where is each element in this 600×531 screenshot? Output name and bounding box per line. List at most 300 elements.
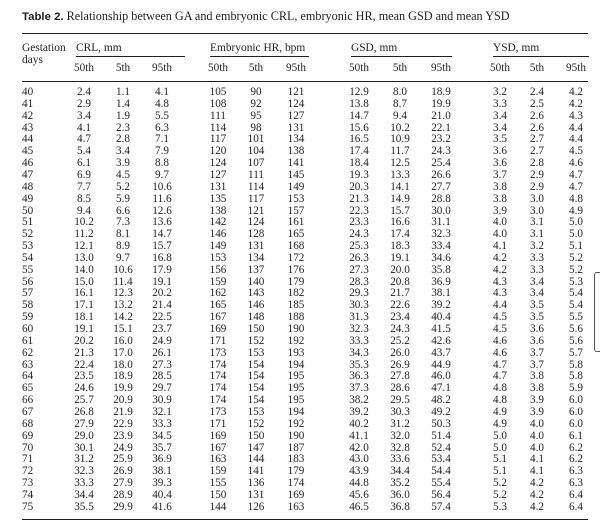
table-cell: 14.7 bbox=[152, 228, 172, 240]
table-cell: 185 bbox=[287, 299, 305, 311]
table-cell: 4.2 bbox=[569, 86, 583, 98]
table-cell: 153 bbox=[209, 252, 227, 264]
table-cell: 121 bbox=[247, 205, 265, 217]
percentile-header: 5th bbox=[248, 62, 264, 74]
table-caption bbox=[22, 9, 510, 24]
table-cell: 16.1 bbox=[74, 287, 94, 299]
table-cell: 57.4 bbox=[431, 501, 451, 513]
table-cell: 27.7 bbox=[431, 181, 451, 193]
table-cell: 47.1 bbox=[431, 382, 451, 394]
table-cell: 5.3 bbox=[493, 501, 507, 513]
table-cell: 108 bbox=[209, 98, 227, 110]
table-cell: 10.2 bbox=[74, 216, 94, 228]
gestation-day-cell: 45 bbox=[22, 145, 34, 157]
table-cell: 182 bbox=[287, 287, 305, 299]
gestation-day-cell: 47 bbox=[22, 169, 34, 181]
table-cell: 2.6 bbox=[530, 110, 544, 122]
table-cell: 3.4 bbox=[77, 110, 91, 122]
table-cell: 193 bbox=[287, 347, 305, 359]
table-cell: 25.3 bbox=[349, 240, 369, 252]
table-cell: 18.1 bbox=[74, 311, 94, 323]
table-cell: 3.9 bbox=[530, 394, 544, 406]
table-cell: 22.9 bbox=[113, 418, 133, 430]
table-cell: 17.1 bbox=[74, 299, 94, 311]
percentile-header: 95th bbox=[431, 62, 451, 74]
table-cell: 7.7 bbox=[77, 181, 91, 193]
table-cell: 42.6 bbox=[431, 335, 451, 347]
table-cell: 4.2 bbox=[493, 252, 507, 264]
table-cell: 14.0 bbox=[74, 264, 94, 276]
table-cell: 5.9 bbox=[116, 193, 130, 205]
table-cell: 141 bbox=[287, 157, 305, 169]
table-cell: 14.2 bbox=[113, 311, 133, 323]
table-cell: 3.7 bbox=[493, 169, 507, 181]
table-cell: 3.8 bbox=[493, 193, 507, 205]
table-cell: 3.1 bbox=[530, 216, 544, 228]
table-cell: 21.0 bbox=[431, 110, 451, 122]
table-cell: 20.0 bbox=[390, 264, 410, 276]
table-cell: 3.5 bbox=[530, 311, 544, 323]
table-cell: 21.4 bbox=[152, 299, 172, 311]
table-cell: 6.1 bbox=[77, 157, 91, 169]
table-cell: 4.5 bbox=[493, 323, 507, 335]
table-cell: 4.8 bbox=[493, 394, 507, 406]
table-cell: 163 bbox=[209, 453, 227, 465]
table-cell: 6.2 bbox=[569, 442, 583, 454]
gestation-day-cell: 71 bbox=[22, 453, 34, 465]
table-cell: 46.0 bbox=[431, 370, 451, 382]
table-cell: 148 bbox=[247, 311, 265, 323]
gestation-day-cell: 50 bbox=[22, 205, 34, 217]
gestation-header bbox=[22, 42, 66, 66]
table-cell: 21.7 bbox=[390, 287, 410, 299]
table-cell: 38.2 bbox=[349, 394, 369, 406]
table-cell: 1.9 bbox=[116, 110, 130, 122]
table-cell: 13.3 bbox=[390, 169, 410, 181]
table-cell: 4.7 bbox=[569, 181, 583, 193]
table-cell: 183 bbox=[287, 453, 305, 465]
table-cell: 154 bbox=[247, 382, 265, 394]
table-cell: 2.3 bbox=[116, 122, 130, 134]
percentile-header: 5th bbox=[392, 62, 408, 74]
table-cell: 32.3 bbox=[74, 465, 94, 477]
table-cell: 10.6 bbox=[152, 181, 172, 193]
table-cell: 3.3 bbox=[530, 264, 544, 276]
table-cell: 55.4 bbox=[431, 477, 451, 489]
table-cell: 4.9 bbox=[493, 418, 507, 430]
table-cell: 174 bbox=[209, 359, 227, 371]
table-cell: 4.7 bbox=[569, 169, 583, 181]
table-cell: 9.7 bbox=[155, 169, 169, 181]
bottom-rule bbox=[22, 519, 588, 520]
gestation-day-cell: 48 bbox=[22, 181, 34, 193]
table-cell: 6.9 bbox=[77, 169, 91, 181]
table-cell: 2.4 bbox=[530, 86, 544, 98]
percentile-header: 50th bbox=[490, 62, 510, 74]
table-cell: 5.6 bbox=[569, 323, 583, 335]
table-cell: 35.3 bbox=[349, 359, 369, 371]
table-cell: 95 bbox=[250, 110, 262, 122]
table-cell: 9.4 bbox=[77, 205, 91, 217]
table-cell: 17.9 bbox=[152, 264, 172, 276]
table-cell: 30.9 bbox=[152, 394, 172, 406]
table-cell: 6.0 bbox=[569, 406, 583, 418]
table-cell: 38.1 bbox=[152, 465, 172, 477]
table-cell: 168 bbox=[287, 240, 305, 252]
table-cell: 19.1 bbox=[152, 276, 172, 288]
group-underline bbox=[76, 56, 185, 57]
gestation-day-cell: 58 bbox=[22, 299, 34, 311]
table-cell: 5.8 bbox=[569, 359, 583, 371]
table-cell: 167 bbox=[209, 311, 227, 323]
table-cell: 46.5 bbox=[349, 501, 369, 513]
table-cell: 18.3 bbox=[390, 240, 410, 252]
table-cell: 167 bbox=[209, 442, 227, 454]
table-cell: 23.2 bbox=[431, 133, 451, 145]
table-cell: 4.2 bbox=[493, 264, 507, 276]
table-cell: 27.8 bbox=[390, 370, 410, 382]
table-cell: 3.8 bbox=[530, 382, 544, 394]
percentile-header: 95th bbox=[566, 62, 586, 74]
table-cell: 34.5 bbox=[152, 430, 172, 442]
gestation-day-cell: 46 bbox=[22, 157, 34, 169]
table-cell: 14.9 bbox=[390, 193, 410, 205]
table-cell: 34.6 bbox=[431, 252, 451, 264]
table-cell: 2.8 bbox=[530, 157, 544, 169]
table-cell: 25.9 bbox=[113, 453, 133, 465]
table-cell: 25.7 bbox=[74, 394, 94, 406]
table-cell: 3.6 bbox=[530, 335, 544, 347]
table-cell: 5.1 bbox=[493, 453, 507, 465]
table-cell: 165 bbox=[287, 228, 305, 240]
table-cell: 152 bbox=[247, 418, 265, 430]
table-cell: 17.0 bbox=[113, 347, 133, 359]
table-cell: 25.4 bbox=[431, 157, 451, 169]
table-cell: 131 bbox=[247, 489, 265, 501]
table-cell: 138 bbox=[209, 205, 227, 217]
side-panel-tab[interactable] bbox=[594, 272, 600, 352]
table-cell: 26.0 bbox=[390, 347, 410, 359]
table-cell: 29.5 bbox=[390, 394, 410, 406]
table-cell: 2.4 bbox=[77, 86, 91, 98]
table-cell: 9.7 bbox=[116, 252, 130, 264]
table-cell: 1.1 bbox=[116, 86, 130, 98]
table-cell: 3.8 bbox=[530, 370, 544, 382]
table-cell: 131 bbox=[209, 181, 227, 193]
table-cell: 7.3 bbox=[116, 216, 130, 228]
table-cell: 23.4 bbox=[390, 311, 410, 323]
table-cell: 42.0 bbox=[349, 442, 369, 454]
gestation-day-cell: 49 bbox=[22, 193, 34, 205]
caption-text: Relationship between GA and embryonic CRL, embryonic HR, mean GSD and mean YSD bbox=[63, 9, 510, 23]
group-header: CRL, mm bbox=[76, 42, 122, 54]
gestation-day-cell: 57 bbox=[22, 287, 34, 299]
table-cell: 4.6 bbox=[569, 157, 583, 169]
table-cell: 140 bbox=[247, 276, 265, 288]
table-cell: 3.8 bbox=[493, 181, 507, 193]
table-cell: 154 bbox=[247, 370, 265, 382]
table-cell: 142 bbox=[209, 216, 227, 228]
table-cell: 17.4 bbox=[349, 145, 369, 157]
table-cell: 11.2 bbox=[74, 228, 94, 240]
table-cell: 156 bbox=[209, 264, 227, 276]
table-cell: 34.4 bbox=[74, 489, 94, 501]
table-cell: 6.0 bbox=[569, 418, 583, 430]
table-cell: 20.2 bbox=[74, 335, 94, 347]
table-cell: 190 bbox=[287, 430, 305, 442]
table-cell: 107 bbox=[247, 157, 265, 169]
gestation-day-cell: 42 bbox=[22, 110, 34, 122]
table-cell: 13.6 bbox=[152, 216, 172, 228]
table-cell: 16.6 bbox=[390, 216, 410, 228]
table-cell: 111 bbox=[210, 110, 226, 122]
table-cell: 154 bbox=[247, 394, 265, 406]
table-cell: 4.3 bbox=[569, 110, 583, 122]
table-cell: 124 bbox=[209, 157, 227, 169]
group-underline bbox=[351, 56, 452, 57]
table-cell: 23.5 bbox=[74, 370, 94, 382]
table-cell: 19.9 bbox=[113, 382, 133, 394]
gestation-day-cell: 40 bbox=[22, 86, 34, 98]
gestation-day-cell: 44 bbox=[22, 133, 34, 145]
table-cell: 162 bbox=[209, 287, 227, 299]
table-cell: 8.9 bbox=[116, 240, 130, 252]
table-cell: 4.2 bbox=[530, 477, 544, 489]
table-cell: 4.2 bbox=[569, 98, 583, 110]
table-cell: 3.3 bbox=[493, 98, 507, 110]
table-cell: 141 bbox=[247, 465, 265, 477]
table-cell: 31.2 bbox=[390, 418, 410, 430]
table-cell: 5.2 bbox=[569, 264, 583, 276]
table-cell: 4.8 bbox=[155, 98, 169, 110]
table-cell: 35.8 bbox=[431, 264, 451, 276]
table-cell: 3.7 bbox=[530, 359, 544, 371]
table-cell: 26.9 bbox=[113, 465, 133, 477]
table-cell: 135 bbox=[209, 193, 227, 205]
table-cell: 157 bbox=[287, 205, 305, 217]
table-cell: 32.1 bbox=[152, 406, 172, 418]
table-cell: 4.4 bbox=[569, 122, 583, 134]
table-cell: 6.3 bbox=[569, 477, 583, 489]
table-cell: 114 bbox=[247, 181, 265, 193]
table-cell: 36.9 bbox=[152, 453, 172, 465]
table-cell: 195 bbox=[287, 370, 305, 382]
table-cell: 16.8 bbox=[152, 252, 172, 264]
table-cell: 4.0 bbox=[530, 418, 544, 430]
table-cell: 152 bbox=[247, 335, 265, 347]
table-cell: 137 bbox=[247, 264, 265, 276]
table-cell: 2.9 bbox=[77, 98, 91, 110]
table-cell: 5.0 bbox=[569, 228, 583, 240]
gestation-day-cell: 69 bbox=[22, 430, 34, 442]
gestation-day-cell: 60 bbox=[22, 323, 34, 335]
table-cell: 153 bbox=[247, 347, 265, 359]
table-cell: 25.2 bbox=[390, 335, 410, 347]
table-cell: 32.3 bbox=[349, 323, 369, 335]
table-cell: 12.9 bbox=[349, 86, 369, 98]
table-cell: 169 bbox=[209, 323, 227, 335]
table-cell: 4.6 bbox=[493, 335, 507, 347]
table-cell: 23.7 bbox=[152, 323, 172, 335]
percentile-header: 50th bbox=[74, 62, 94, 74]
table-cell: 159 bbox=[209, 465, 227, 477]
table-cell: 4.4 bbox=[493, 299, 507, 311]
table-cell: 4.3 bbox=[493, 287, 507, 299]
table-cell: 43.7 bbox=[431, 347, 451, 359]
table-cell: 179 bbox=[287, 465, 305, 477]
table-cell: 194 bbox=[287, 359, 305, 371]
table-cell: 169 bbox=[209, 430, 227, 442]
table-cell: 28.3 bbox=[349, 276, 369, 288]
table-cell: 5.2 bbox=[116, 181, 130, 193]
table-cell: 15.1 bbox=[113, 323, 133, 335]
table-cell: 28.6 bbox=[390, 382, 410, 394]
table-cell: 15.7 bbox=[152, 240, 172, 252]
table-cell: 173 bbox=[209, 406, 227, 418]
table-cell: 11.6 bbox=[152, 193, 172, 205]
table-cell: 4.6 bbox=[493, 347, 507, 359]
table-cell: 4.5 bbox=[493, 311, 507, 323]
table-cell: 15.6 bbox=[349, 122, 369, 134]
table-cell: 98 bbox=[250, 122, 262, 134]
gestation-day-cell: 62 bbox=[22, 347, 34, 359]
table-cell: 3.7 bbox=[530, 347, 544, 359]
table-cell: 8.0 bbox=[393, 86, 407, 98]
table-cell: 194 bbox=[287, 406, 305, 418]
table-cell: 12.6 bbox=[152, 205, 172, 217]
table-cell: 136 bbox=[247, 477, 265, 489]
table-cell: 195 bbox=[287, 394, 305, 406]
table-cell: 127 bbox=[209, 169, 227, 181]
table-cell: 171 bbox=[209, 418, 227, 430]
table-cell: 4.0 bbox=[530, 430, 544, 442]
table-cell: 3.5 bbox=[493, 133, 507, 145]
table-cell: 6.1 bbox=[569, 430, 583, 442]
percentile-header: 50th bbox=[349, 62, 369, 74]
table-cell: 40.4 bbox=[431, 311, 451, 323]
table-cell: 5.5 bbox=[569, 311, 583, 323]
percentile-header: 95th bbox=[286, 62, 306, 74]
table-cell: 3.9 bbox=[116, 157, 130, 169]
table-cell: 5.0 bbox=[493, 430, 507, 442]
table-cell: 6.6 bbox=[116, 205, 130, 217]
group-underline bbox=[493, 56, 589, 57]
table-cell: 195 bbox=[287, 382, 305, 394]
table-cell: 192 bbox=[287, 335, 305, 347]
table-cell: 33.4 bbox=[431, 240, 451, 252]
table-cell: 10.6 bbox=[113, 264, 133, 276]
group-underline bbox=[210, 56, 309, 57]
table-cell: 188 bbox=[287, 311, 305, 323]
table-cell: 3.4 bbox=[530, 287, 544, 299]
table-cell: 28.9 bbox=[113, 489, 133, 501]
table-cell: 3.0 bbox=[530, 193, 544, 205]
table-cell: 29.9 bbox=[113, 501, 133, 513]
table-cell: 3.0 bbox=[530, 205, 544, 217]
table-cell: 6.0 bbox=[569, 394, 583, 406]
table-cell: 1.4 bbox=[116, 98, 130, 110]
table-cell: 7.1 bbox=[155, 133, 169, 145]
gestation-day-cell: 67 bbox=[22, 406, 34, 418]
table-cell: 3.5 bbox=[530, 299, 544, 311]
table-cell: 12.1 bbox=[74, 240, 94, 252]
gestation-day-cell: 54 bbox=[22, 252, 34, 264]
table-cell: 45.6 bbox=[349, 489, 369, 501]
table-cell: 5.6 bbox=[569, 335, 583, 347]
table-cell: 30.1 bbox=[74, 442, 94, 454]
table-cell: 48.2 bbox=[431, 394, 451, 406]
table-cell: 3.9 bbox=[493, 205, 507, 217]
table-cell: 2.8 bbox=[116, 133, 130, 145]
table-cell: 30.0 bbox=[431, 205, 451, 217]
header-rule bbox=[22, 81, 588, 82]
gestation-day-cell: 65 bbox=[22, 382, 34, 394]
table-cell: 19.1 bbox=[390, 252, 410, 264]
table-cell: 134 bbox=[287, 133, 305, 145]
table-cell: 22.6 bbox=[390, 299, 410, 311]
table-cell: 4.4 bbox=[569, 133, 583, 145]
table-cell: 9.4 bbox=[393, 110, 407, 122]
table-cell: 3.4 bbox=[493, 122, 507, 134]
table-cell: 51.4 bbox=[431, 430, 451, 442]
table-cell: 14.1 bbox=[390, 181, 410, 193]
table-cell: 13.2 bbox=[113, 299, 133, 311]
table-cell: 146 bbox=[247, 299, 265, 311]
table-cell: 14.7 bbox=[349, 110, 369, 122]
table-cell: 19.9 bbox=[431, 98, 451, 110]
table-cell: 34.3 bbox=[349, 347, 369, 359]
table-cell: 117 bbox=[209, 133, 227, 145]
table-cell: 24.3 bbox=[390, 323, 410, 335]
table-cell: 144 bbox=[247, 453, 265, 465]
table-cell: 15.0 bbox=[74, 276, 94, 288]
table-cell: 5.4 bbox=[569, 287, 583, 299]
table-cell: 179 bbox=[287, 276, 305, 288]
table-cell: 4.2 bbox=[530, 489, 544, 501]
table-cell: 32.8 bbox=[390, 442, 410, 454]
table-cell: 27.9 bbox=[74, 418, 94, 430]
table-cell: 16.5 bbox=[349, 133, 369, 145]
table-cell: 24.9 bbox=[152, 335, 172, 347]
table-cell: 39.2 bbox=[349, 406, 369, 418]
table-cell: 19.1 bbox=[74, 323, 94, 335]
table-cell: 3.9 bbox=[530, 406, 544, 418]
table-cell: 18.0 bbox=[113, 359, 133, 371]
percentile-header: 95th bbox=[152, 62, 172, 74]
table-cell: 104 bbox=[247, 145, 265, 157]
table-cell: 146 bbox=[209, 228, 227, 240]
table-cell: 40.2 bbox=[349, 418, 369, 430]
table-cell: 3.4 bbox=[116, 145, 130, 157]
table-cell: 20.8 bbox=[390, 276, 410, 288]
table-cell: 49.2 bbox=[431, 406, 451, 418]
table-cell: 4.0 bbox=[493, 228, 507, 240]
table-cell: 154 bbox=[247, 359, 265, 371]
table-cell: 5.2 bbox=[493, 489, 507, 501]
table-cell: 41.5 bbox=[431, 323, 451, 335]
table-cell: 5.0 bbox=[569, 216, 583, 228]
gestation-day-cell: 56 bbox=[22, 276, 34, 288]
table-cell: 5.2 bbox=[569, 252, 583, 264]
table-cell: 161 bbox=[287, 216, 305, 228]
table-cell: 4.1 bbox=[77, 122, 91, 134]
table-cell: 126 bbox=[247, 501, 265, 513]
table-cell: 20.3 bbox=[349, 181, 369, 193]
table-cell: 11.7 bbox=[390, 145, 410, 157]
gestation-day-cell: 52 bbox=[22, 228, 34, 240]
table-cell: 34.4 bbox=[390, 465, 410, 477]
table-cell: 5.1 bbox=[569, 240, 583, 252]
